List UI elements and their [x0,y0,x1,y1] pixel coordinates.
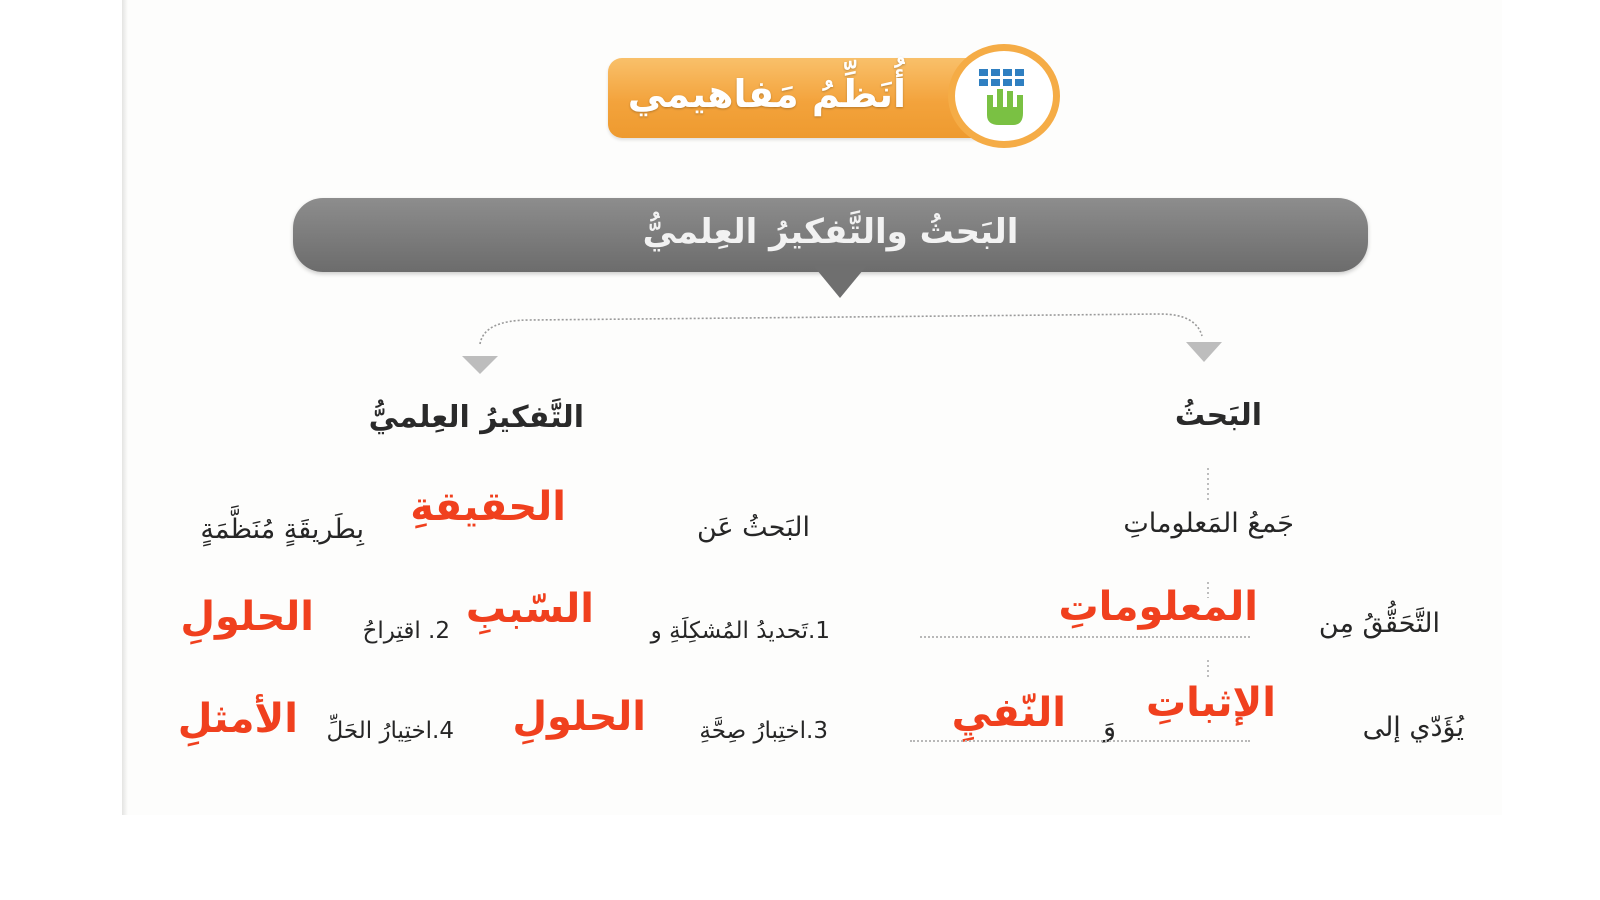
thinking-step-2-answer: الحلولِ [180,594,314,640]
answer-line [920,636,1250,638]
research-result-answer-b: النّفيِ [951,690,1066,736]
research-result-connector: وَ [1102,712,1116,743]
thinking-step-2-label: 2. اقتِراحُ [362,618,450,644]
research-result-answer-a: الإثباتِ [1145,680,1276,726]
answer-line [910,740,1250,742]
thinking-step-1-answer: السّببِ [465,586,594,632]
header-title: أُنَظِّمُ مَفاهيمي [627,72,906,116]
thinking-def-suffix: بِطَريقَةٍ مُنَظَّمَةٍ [200,514,364,545]
thinking-step-3-answer: الحلولِ [512,694,646,740]
research-step-result-label: يُؤَدّي إلى [1362,712,1464,743]
thinking-step-4-label: 4.اختِيارُ الحَلِّ [326,718,454,744]
research-step-verify-answer: المعلوماتِ [1058,584,1258,630]
thinking-def-prefix: البَحثُ عَن [696,512,810,543]
research-step-collect: جَمعُ المَعلوماتِ [1123,508,1294,539]
thinking-step-4-answer: الأمثلِ [177,696,298,742]
main-topic-title: البَحثُ والتَّفكيرُ العِلميُّ [642,212,1019,252]
research-step-verify-label: التَّحَقُّقُ مِن [1318,608,1440,639]
research-heading: البَحثُ [1174,398,1262,433]
thinking-step-1-label: 1.تَحديدُ المُشكِلَةِ و [650,618,830,644]
thinking-def-answer: الحقيقةِ [410,484,566,530]
arrow-right-branch [1186,342,1222,362]
arrow-left-branch [462,356,498,374]
thinking-step-3-label: 3.اختِبارُ صِحَّةِ [699,718,828,744]
thinking-heading: التَّفكيرُ العِلميُّ [368,400,584,435]
